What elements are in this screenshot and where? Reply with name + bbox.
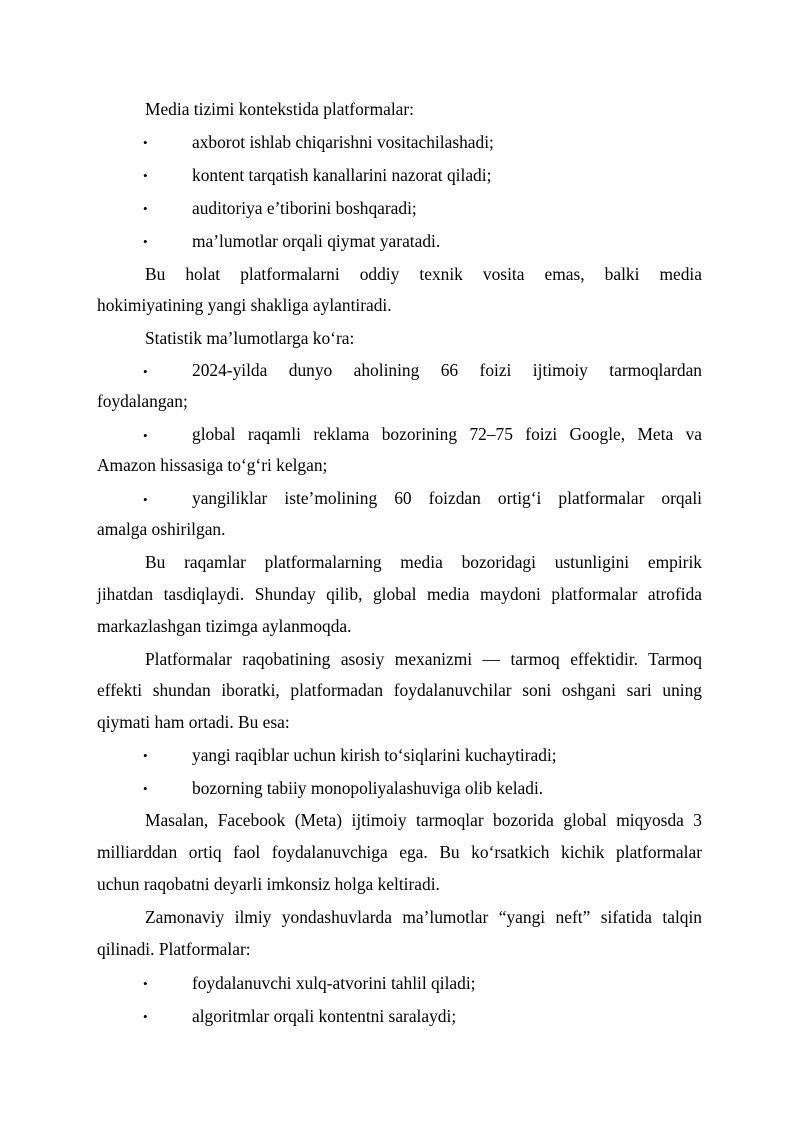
paragraph-line: Zamonaviy ilmiy yondashuvlarda ma’lumotlar “yangi neft” sifatida talqin <box>145 907 702 927</box>
bullet-icon: • <box>143 135 148 150</box>
list-item: bozorning tabiiy monopoliyalashuviga olib keladi. <box>192 778 544 798</box>
list-item: kontent tarqatish kanallarini nazorat qiladi; <box>192 165 492 185</box>
bullet-icon: • <box>143 168 148 183</box>
list-item: ma’lumotlar orqali qiymat yaratadi. <box>192 231 441 251</box>
paragraph-intro: Media tizimi kontekstida platformalar: <box>145 99 414 119</box>
bullet-icon: • <box>143 492 148 507</box>
list-item: yangi raqiblar uchun kirish to‘siqlarini kuchaytiradi; <box>192 745 557 765</box>
bullet-icon: • <box>143 234 148 249</box>
list-item-continuation: amalga oshirilgan. <box>97 519 226 539</box>
paragraph-line: Masalan, Facebook (Meta) ijtimoiy tarmoqlar bozorida global miqyosda 3 <box>145 810 702 830</box>
list-item: auditoriya e’tiborini boshqaradi; <box>192 198 417 218</box>
list-item: yangiliklar iste’molining 60 foizdan ortig‘i platformalar orqali <box>192 488 702 508</box>
paragraph-line: Bu raqamlar platformalarning media bozoridagi ustunligini empirik <box>145 552 702 572</box>
bullet-icon: • <box>143 748 148 763</box>
paragraph-line: Platformalar raqobatining asosiy mexanizmi — tarmoq effektidir. Tarmoq <box>145 649 702 669</box>
list-item: algoritmlar orqali kontentni saralaydi; <box>192 1006 457 1026</box>
paragraph-line: qilinadi. Platformalar: <box>97 939 251 959</box>
list-item-continuation: foydalangan; <box>97 391 188 411</box>
bullet-icon: • <box>143 1009 148 1024</box>
paragraph-line: milliarddan ortiq faol foydalanuvchiga ega. Bu ko‘rsatkich kichik platformalar <box>97 842 702 862</box>
paragraph-line: Bu holat platformalarni oddiy texnik vosita emas, balki media <box>145 264 702 284</box>
paragraph-line: effekti shundan iboratki, platformadan foydalanuvchilar soni oshgani sari uning <box>97 680 702 700</box>
list-item: foydalanuvchi xulq-atvorini tahlil qiladi; <box>192 973 476 993</box>
list-item: axborot ishlab chiqarishni vositachilashadi; <box>192 132 494 152</box>
bullet-icon: • <box>143 781 148 796</box>
paragraph-line: Statistik ma’lumotlarga ko‘ra: <box>145 328 355 348</box>
bullet-icon: • <box>143 428 148 443</box>
list-item-continuation: Amazon hissasiga to‘g‘ri kelgan; <box>97 455 328 475</box>
bullet-icon: • <box>143 976 148 991</box>
bullet-icon: • <box>143 201 148 216</box>
list-item: 2024-yilda dunyo aholining 66 foizi ijtimoiy tarmoqlardan <box>192 360 702 380</box>
paragraph-line: jihatdan tasdiqlaydi. Shunday qilib, global media maydoni platformalar atrofida <box>97 584 702 604</box>
paragraph-line: uchun raqobatni deyarli imkonsiz holga keltiradi. <box>97 874 440 894</box>
paragraph-line: qiymati ham ortadi. Bu esa: <box>97 712 290 732</box>
list-item: global raqamli reklama bozorining 72–75 foizi Google, Meta va <box>192 424 702 444</box>
paragraph-line: markazlashgan tizimga aylanmoqda. <box>97 616 352 636</box>
bullet-icon: • <box>143 364 148 379</box>
paragraph-line: hokimiyatining yangi shakliga aylantiradi. <box>97 295 392 315</box>
